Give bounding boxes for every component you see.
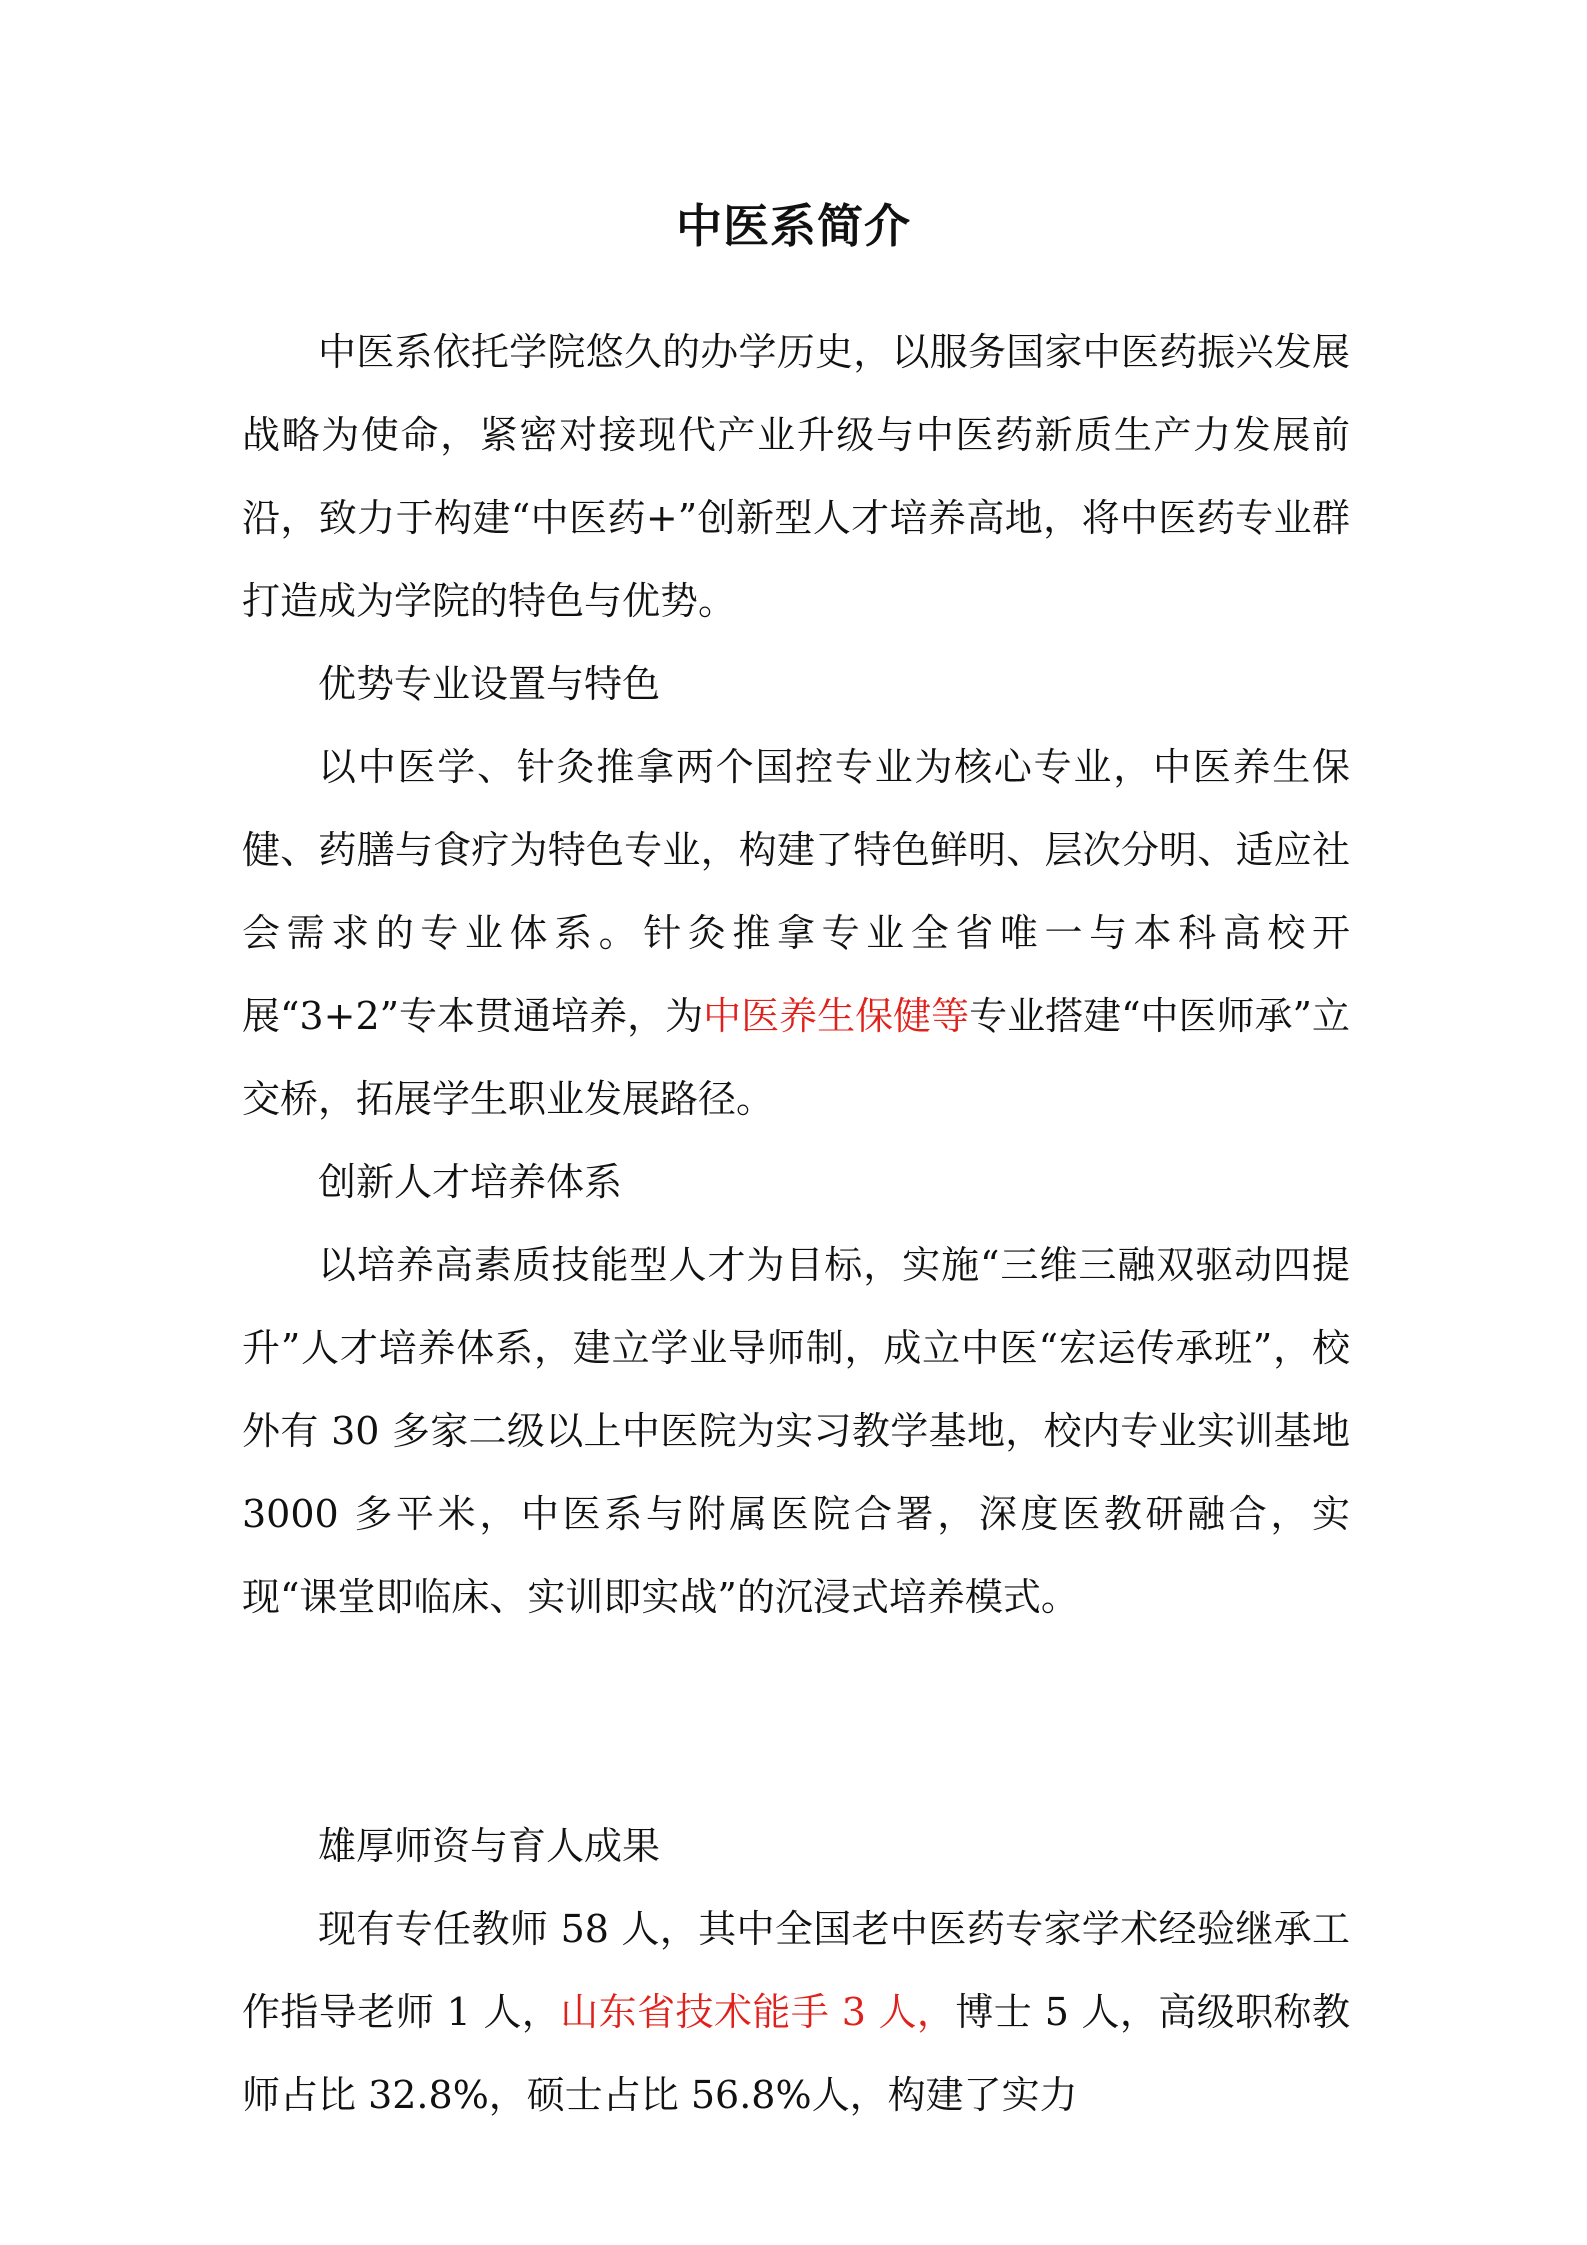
majors-paragraph [242,726,1350,1141]
majors-text-part1: 以中医学、针灸推拿两个国控专业为核心专业，中医养生保健、药膳与食疗为特色专业，构建了特色鲜明、层次分明、适应社会需求的专业体系。针灸推拿专业全省唯一与本科高校开展“3+2”专本贯通培养，为 [242,745,1350,1038]
majors-section [242,643,1350,1141]
faculty-text-part1: 现有专任教师 58 人，其中全国老中医药专家学术经验继承工作指导老师 1 人， [242,1907,1350,2034]
faculty-paragraph [242,1888,1350,2137]
majors-highlight-text: 中医养生保健等 [703,994,970,1038]
intro-paragraph: 中医系依托学院悠久的办学历史，以服务国家中医药振兴发展战略为使命，紧密对接现代产业升级与中医药新质生产力发展前沿，致力于构建“中医药+”创新型人才培养高地，将中医药专业群打造成为学院的特色与优势。 [242,330,1350,623]
faculty-text-part2: 博士 5 人，高级职称教师占比 32.8%，硕士占比 56.8%人，构建了实力 [242,1990,1350,2117]
majors-text-part2: 专业搭建“中医师承”立交桥，拓展学生职业发展路径。 [242,994,1350,1121]
training-heading: 创新人才培养体系 [318,1160,623,1204]
faculty-highlight-text: 山东省技术能手 3 人， [560,1990,956,2034]
intro-section [242,311,1350,643]
training-section [242,1141,1350,1639]
page-title: 中医系简介 [676,199,911,253]
faculty-heading: 雄厚师资与育人成果 [318,1824,661,1868]
majors-heading: 优势专业设置与特色 [318,662,661,706]
training-paragraph: 以培养高素质技能型人才为目标，实施“三维三融双驱动四提升”人才培养体系，建立学业导师制，成立中医“宏运传承班”，校外有 30 多家二级以上中医院为实习教学基地，校内专业实训基地 3000 多平米，中医系与附属医院合署，深度医教研融合，实现“课堂即临床、实训即实战”的沉浸式培养模式。 [242,1243,1350,1619]
faculty-section [242,1805,1350,2137]
